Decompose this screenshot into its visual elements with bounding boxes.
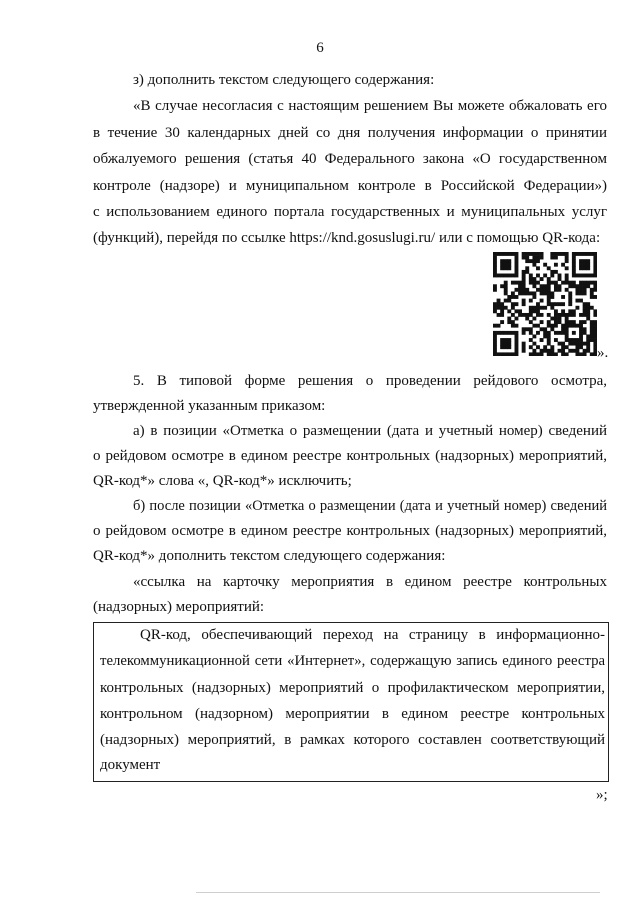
insert-text-line: «ссылка на карточку мероприятия в едином реестре контрольных — [133, 574, 607, 590]
box-line: контрольных (надзорных) мероприятий о профилактическом мероприятии, — [100, 680, 605, 696]
quote-close: ». — [597, 345, 609, 361]
box-line: (надзорных) мероприятий, в рамках которого составлен соответствующий — [100, 732, 605, 748]
scan-edge-line — [196, 892, 600, 893]
box-line: контрольном (надзорном) мероприятии в едином реестре контрольных — [100, 706, 605, 722]
sub-b-line: б) после позиции «Отметка о размещении (дата и учетный номер) сведений — [133, 498, 607, 514]
quote-line: с использованием единого портала государственных и муниципальных услуг — [93, 204, 607, 220]
quote-line-with-url: (функций), перейдя по ссылке https://knd.gosuslugi.ru/ или с помощью QR-кода: — [93, 230, 601, 246]
quote-line: обжалуемого решения (статья 40 Федерального закона «О государственном — [93, 151, 607, 167]
item-z-heading: з) дополнить текстом следующего содержания: — [133, 72, 435, 88]
form-field-box — [93, 622, 609, 782]
quote-line: «В случае несогласия с настоящим решением Вы можете обжаловать его — [133, 98, 607, 114]
point-5-line: 5. В типовой форме решения о проведении рейдового осмотра, — [133, 373, 607, 389]
box-line: документ — [100, 757, 161, 773]
quote-line: контроле (надзоре) и муниципальном контроле в Российской Федерации») — [93, 178, 607, 194]
point-5-line: утвержденной указанным приказом: — [93, 398, 326, 414]
qr-code-icon — [493, 252, 597, 356]
sub-a-line: а) в позиции «Отметка о размещении (дата и учетный номер) сведений — [133, 423, 607, 439]
page-number: 6 — [316, 40, 324, 56]
box-line: телекоммуникационной сети «Интернет», содержащую запись единого реестра — [100, 653, 605, 669]
quote-line: в течение 30 календарных дней со дня получения информации о принятии — [93, 125, 607, 141]
sub-a-line: о рейдовом осмотре в едином реестре контрольных (надзорных) мероприятий, — [93, 448, 607, 464]
box-line: QR-код, обеспечивающий переход на страницу в информационно- — [140, 627, 605, 643]
closing-quote: »; — [596, 787, 608, 803]
sub-b-line: QR-код*» дополнить текстом следующего содержания: — [93, 548, 446, 564]
sub-b-line: о рейдовом осмотре в едином реестре контрольных (надзорных) мероприятий, — [93, 523, 607, 539]
sub-a-line: QR-код*» слова «, QR-код*» исключить; — [93, 473, 352, 489]
insert-text-line: (надзорных) мероприятий: — [93, 599, 265, 615]
